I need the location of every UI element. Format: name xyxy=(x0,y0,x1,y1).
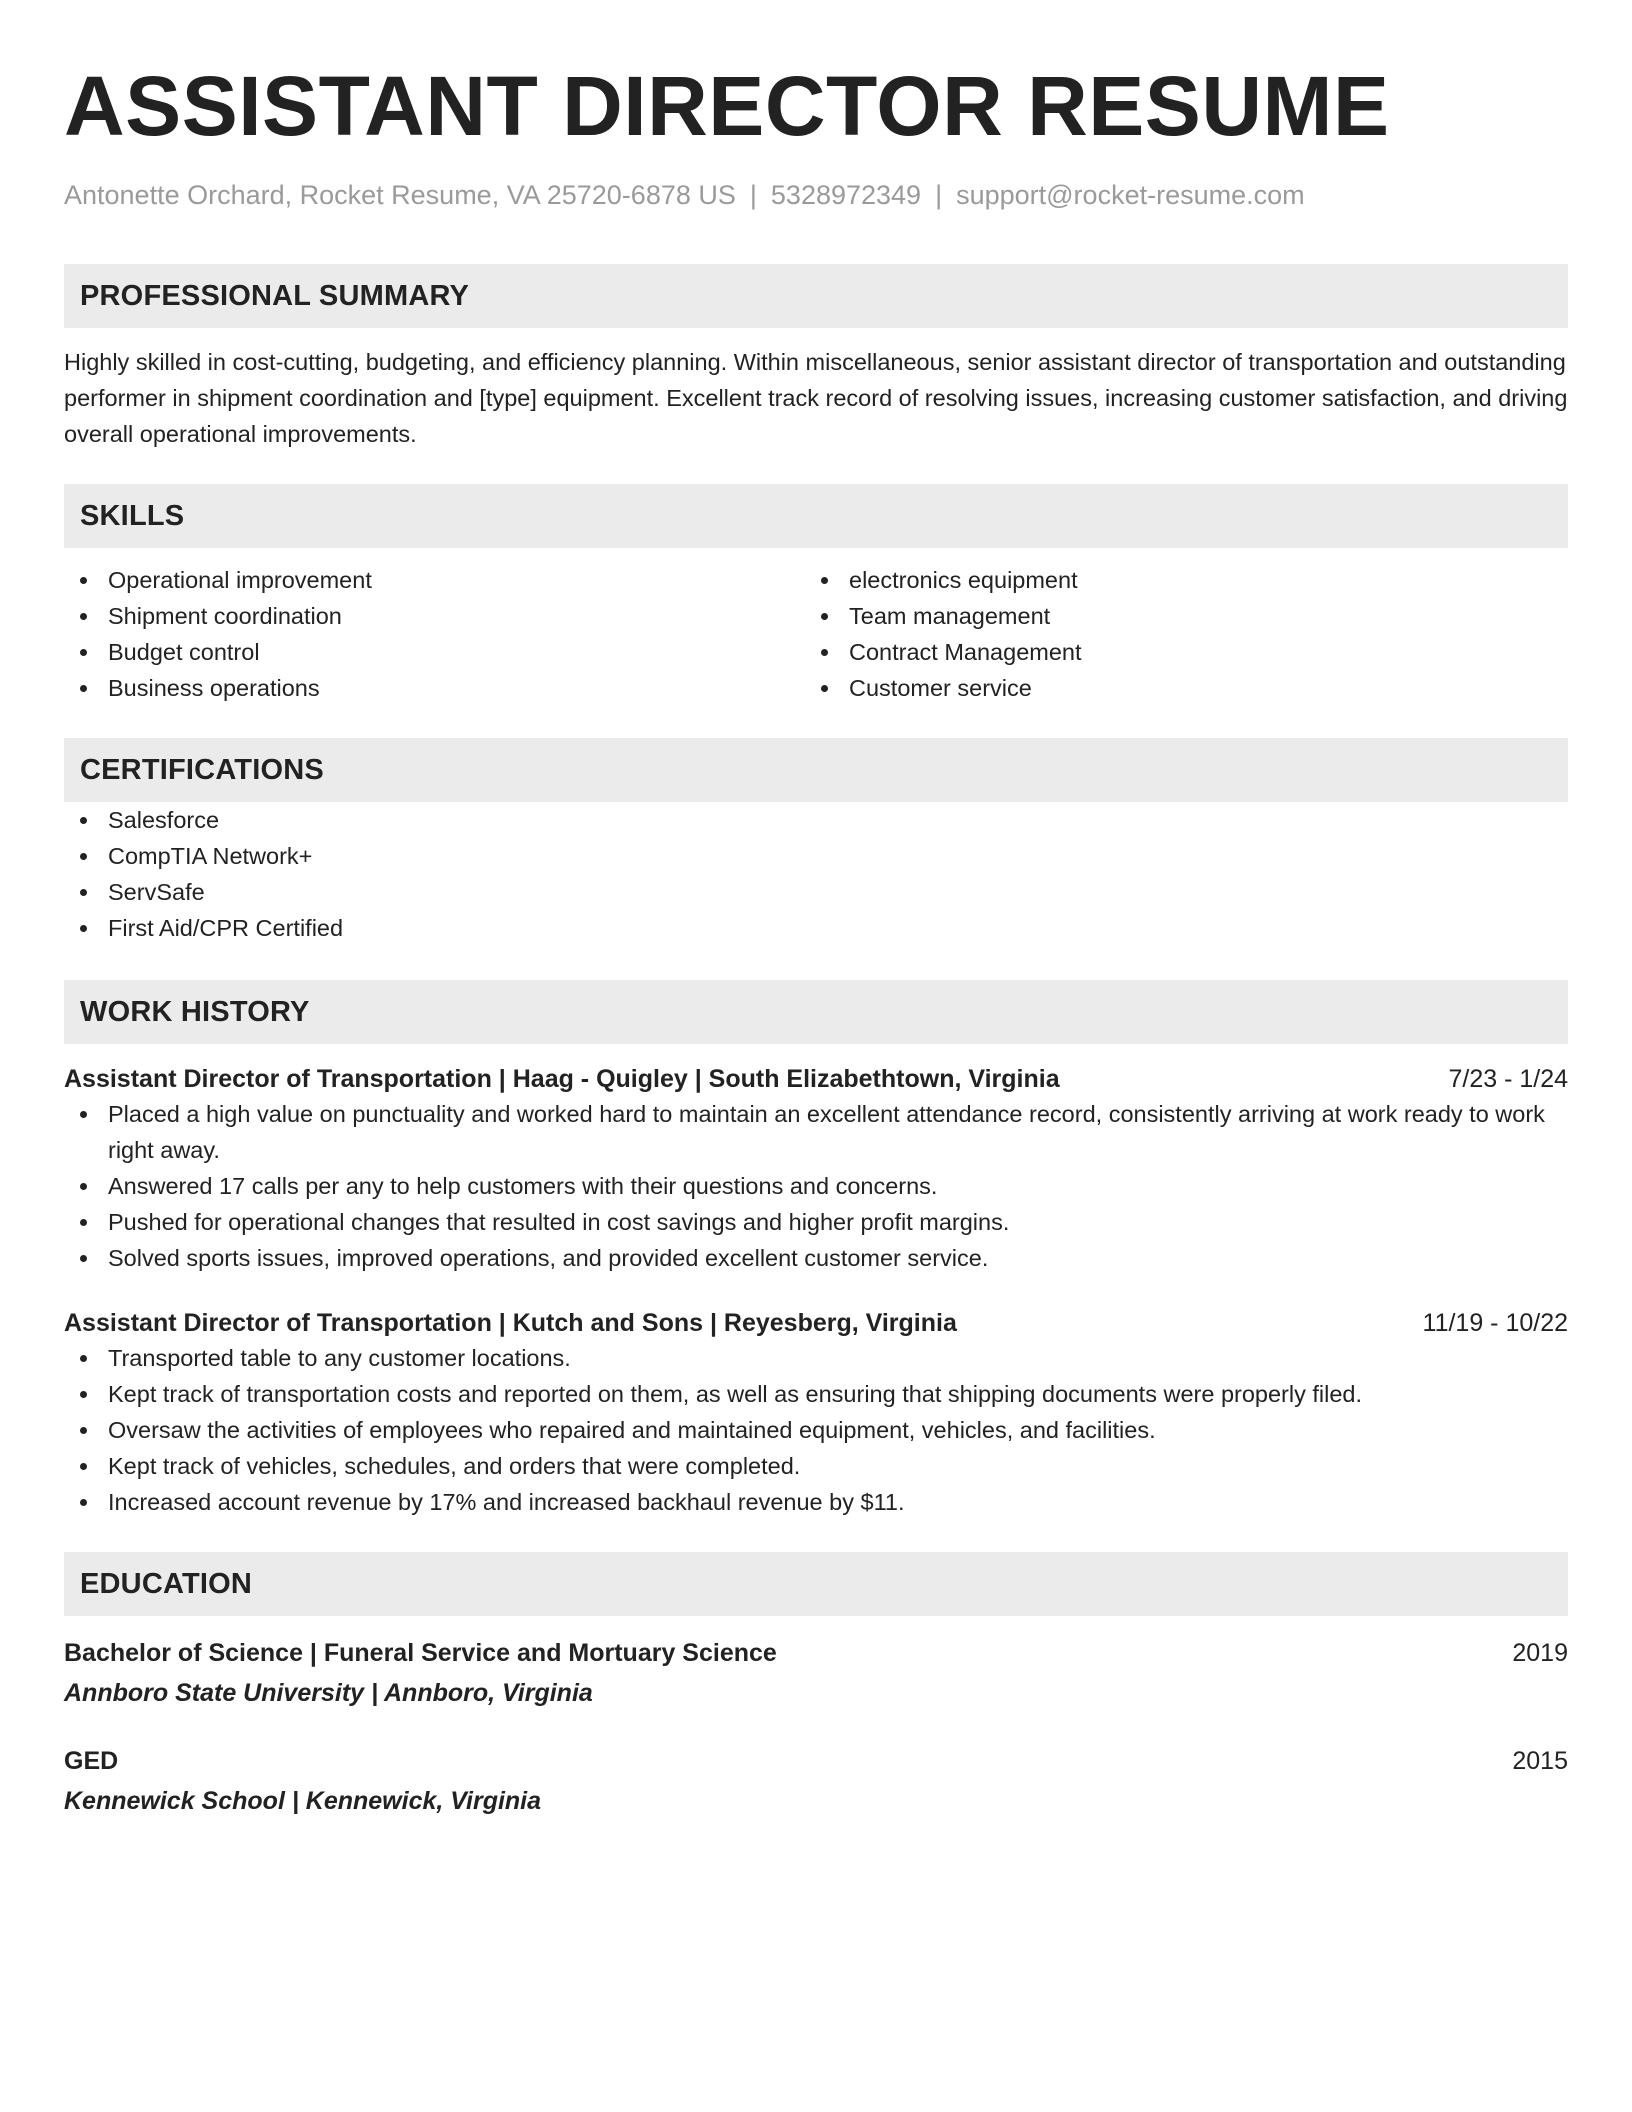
education-header xyxy=(64,1742,1568,1780)
job-duty xyxy=(64,1204,1568,1240)
skill-item xyxy=(64,634,805,670)
certification-label: Salesforce xyxy=(108,807,220,833)
certification-item xyxy=(64,874,1568,910)
certification-item xyxy=(64,838,1568,874)
bullet-dot xyxy=(80,685,87,692)
bullet-dot xyxy=(821,613,828,620)
bullet-dot xyxy=(80,1355,87,1362)
bullet-dot xyxy=(80,1255,87,1262)
education-school: Annboro State University | Annboro, Virginia xyxy=(64,1679,593,1707)
contact-email: support@rocket-resume.com xyxy=(956,180,1305,210)
job-duties-list xyxy=(64,1096,1568,1276)
job-duty-text: Increased account revenue by 17% and increased backhaul revenue by $11. xyxy=(108,1489,905,1515)
contact-line xyxy=(64,178,1568,212)
certification-label: ServSafe xyxy=(108,879,205,905)
education-degree: GED xyxy=(64,1747,119,1775)
education-school: Kennewick School | Kennewick, Virginia xyxy=(64,1787,542,1815)
contact-phone: 5328972349 xyxy=(770,180,922,210)
job-duty-text: Placed a high value on punctuality and worked hard to maintain an excellent attendance record, consistently arriving at work ready to work right away. xyxy=(108,1101,1545,1163)
skills-heading: SKILLS xyxy=(64,484,1568,548)
bullet-dot xyxy=(80,1463,87,1470)
job-duty xyxy=(64,1168,1568,1204)
bullet-dot xyxy=(80,1391,87,1398)
bullet-dot xyxy=(80,1499,87,1506)
contact-address: Antonette Orchard, Rocket Resume, VA 25720-6878 US xyxy=(64,180,736,210)
bullet-dot xyxy=(821,685,828,692)
skill-item xyxy=(805,598,1546,634)
job-duty-text: Oversaw the activities of employees who repaired and maintained equipment, vehicles, and facilities. xyxy=(108,1417,1156,1443)
skills-column-right xyxy=(805,562,1546,706)
job-duty xyxy=(64,1376,1568,1412)
job-duty-text: Solved sports issues, improved operations, and provided excellent customer service. xyxy=(108,1245,989,1271)
bullet-dot xyxy=(80,649,87,656)
job-dates: 7/23 - 1/24 xyxy=(1448,1065,1568,1093)
skill-item xyxy=(805,562,1546,598)
skill-item xyxy=(64,562,805,598)
job-duties-list xyxy=(64,1340,1568,1520)
bullet-dot xyxy=(80,1219,87,1226)
skill-item xyxy=(805,634,1546,670)
summary-heading: PROFESSIONAL SUMMARY xyxy=(64,264,1568,328)
education-heading: EDUCATION xyxy=(64,1552,1568,1616)
job-header xyxy=(64,1062,1568,1096)
resume-title: ASSISTANT DIRECTOR RESUME xyxy=(64,59,1390,153)
education-year: 2019 xyxy=(1512,1639,1568,1667)
education-entry xyxy=(64,1742,1568,1820)
bullet-dot xyxy=(80,1111,87,1118)
job-duty xyxy=(64,1340,1568,1376)
skill-label: Contract Management xyxy=(849,639,1082,665)
job-duty xyxy=(64,1240,1568,1276)
job-duty xyxy=(64,1484,1568,1520)
contact-separator: | xyxy=(749,180,757,210)
work-history-heading: WORK HISTORY xyxy=(64,980,1568,1044)
job-title: Assistant Director of Transportation | Haag - Quigley | South Elizabethtown, Virginia xyxy=(64,1065,1060,1093)
skill-item xyxy=(805,670,1546,706)
bullet-dot xyxy=(821,649,828,656)
job-entry xyxy=(64,1306,1568,1520)
bullet-dot xyxy=(80,889,87,896)
skill-label: Team management xyxy=(849,603,1051,629)
bullet-dot xyxy=(80,817,87,824)
job-dates: 11/19 - 10/22 xyxy=(1422,1309,1568,1337)
bullet-dot xyxy=(80,613,87,620)
skills-grid xyxy=(64,562,1568,706)
skill-label: Customer service xyxy=(849,675,1032,701)
skill-label: Business operations xyxy=(108,675,320,701)
bullet-dot xyxy=(80,577,87,584)
job-duty-text: Transported table to any customer locations. xyxy=(108,1345,571,1371)
job-duty xyxy=(64,1448,1568,1484)
skill-item xyxy=(64,598,805,634)
certification-label: CompTIA Network+ xyxy=(108,843,313,869)
certifications-heading: CERTIFICATIONS xyxy=(64,738,1568,802)
skill-item xyxy=(64,670,805,706)
education-entry xyxy=(64,1634,1568,1712)
skills-column-left xyxy=(64,562,805,706)
job-duty-text: Pushed for operational changes that resulted in cost savings and higher profit margins. xyxy=(108,1209,1010,1235)
job-duty xyxy=(64,1096,1568,1168)
certification-label: First Aid/CPR Certified xyxy=(108,915,344,941)
bullet-dot xyxy=(821,577,828,584)
bullet-dot xyxy=(80,925,87,932)
education-degree: Bachelor of Science | Funeral Service and Mortuary Science xyxy=(64,1639,777,1667)
bullet-dot xyxy=(80,853,87,860)
certification-item xyxy=(64,802,1568,838)
bullet-dot xyxy=(80,1183,87,1190)
job-duty-text: Kept track of vehicles, schedules, and orders that were completed. xyxy=(108,1453,801,1479)
skill-label: Shipment coordination xyxy=(108,603,342,629)
bullet-dot xyxy=(80,1427,87,1434)
certifications-list xyxy=(64,802,1568,946)
skill-label: Operational improvement xyxy=(108,567,372,593)
job-header xyxy=(64,1306,1568,1340)
contact-separator: | xyxy=(935,180,943,210)
certification-item xyxy=(64,910,1568,946)
summary-text: Highly skilled in cost-cutting, budgeting, and efficiency planning. Within miscellaneous, senior assistant director of transportation and outstanding performer in shipment coordination and [type] equipment. Excellent track record of resolving issues, increasing customer satisfaction, and driving overall operational improvements. xyxy=(64,349,1568,447)
job-title: Assistant Director of Transportation | Kutch and Sons | Reyesberg, Virginia xyxy=(64,1309,957,1337)
job-duty-text: Answered 17 calls per any to help customers with their questions and concerns. xyxy=(108,1173,938,1199)
job-duty xyxy=(64,1412,1568,1448)
job-entry xyxy=(64,1062,1568,1276)
skill-label: Budget control xyxy=(108,639,260,665)
skill-label: electronics equipment xyxy=(849,567,1078,593)
education-year: 2015 xyxy=(1512,1747,1568,1775)
job-duty-text: Kept track of transportation costs and reported on them, as well as ensuring that shipping documents were properly filed. xyxy=(108,1381,1363,1407)
education-header xyxy=(64,1634,1568,1672)
